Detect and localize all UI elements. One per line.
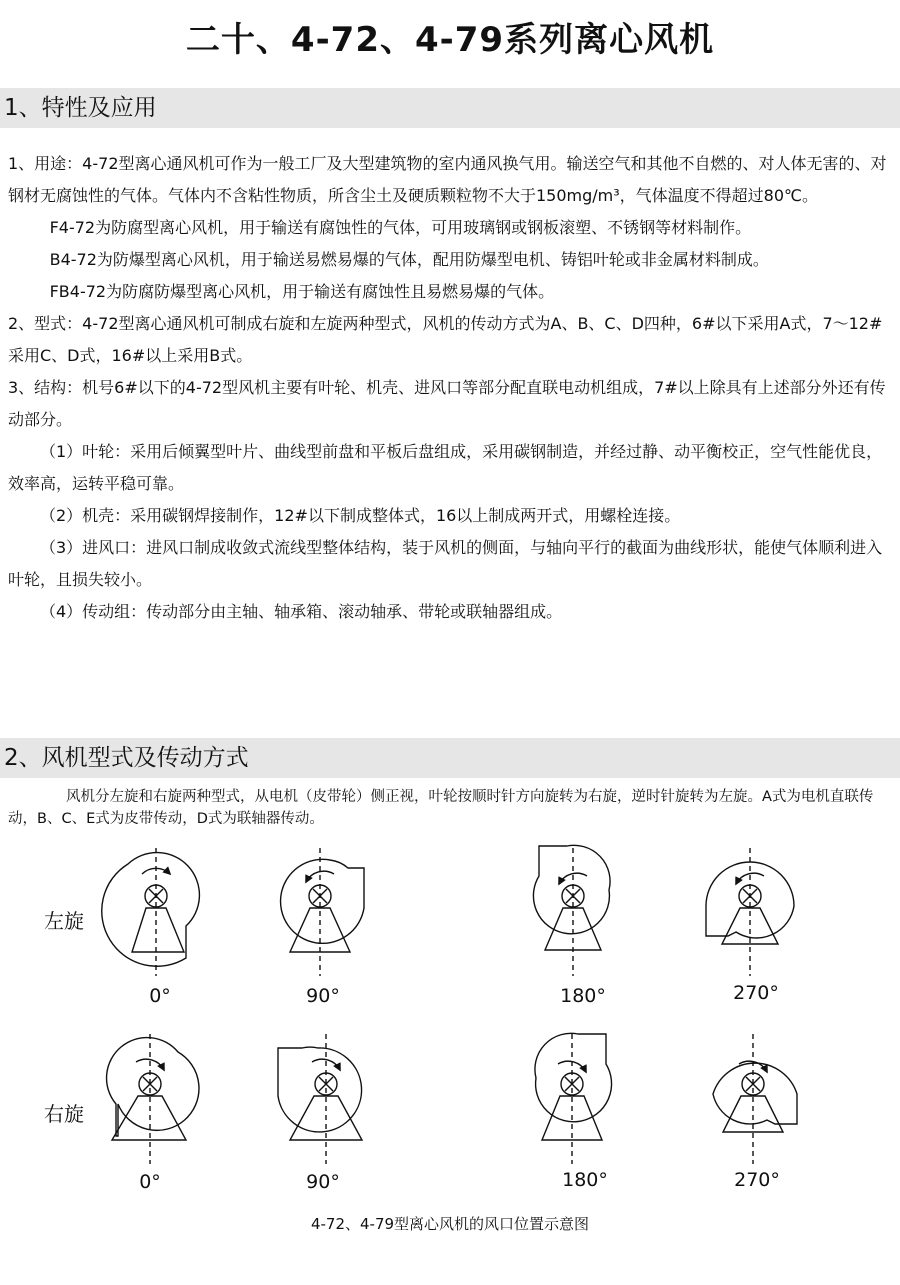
paragraph-type: 2、型式：4-72型离心通风机可制成右旋和左旋两种型式，风机的传动方式为A、B、C、D四种，6#以下采用A式，7～12#采用C、D式，16#以上采用B式。 (8, 314, 883, 365)
angle-label-right-180: 180° (562, 1169, 608, 1191)
fan-right-0 (107, 1034, 199, 1164)
paragraph-usage: 1、用途：4-72型离心通风机可作为一般工厂及大型建筑物的室内通风换气用。输送空气和其他不自燃的、对人体无害的、对钢材无腐蚀性的气体。气体内不含粘性物质，所含尘土及硬质颗粒物不大于150mg/m³，气体温度不得超过80℃。 (8, 154, 887, 205)
paragraph-fb4-72: FB4-72为防腐防爆型离心风机，用于输送有腐蚀性且易燃易爆的气体。 (49, 282, 555, 301)
angle-label-right-90: 90° (306, 1171, 340, 1193)
fan-right-270 (713, 1034, 797, 1164)
angle-label-right-270: 270° (734, 1169, 780, 1191)
angle-label-left-270: 270° (733, 982, 779, 1004)
paragraph-casing: （2）机壳：采用碳钢焊接制作，12#以下制成整体式，16以上制成两开式，用螺栓连接。 (40, 506, 681, 525)
diagram-caption: 4-72、4-79型离心风机的风口位置示意图 (310, 1215, 590, 1233)
fan-left-90 (281, 848, 364, 976)
paragraph-structure: 3、结构：机号6#以下的4-72型风机主要有叶轮、机壳、进风口等部分配直联电动机组成，7#以上除具有上述部分外还有传动部分。 (8, 378, 886, 429)
row-label-left: 左旋 (44, 909, 84, 933)
paragraph-f4-72: F4-72为防腐型离心风机，用于输送有腐蚀性的气体，可用玻璃钢或钢板滚塑、不锈钢等材料制作。 (49, 218, 752, 237)
angle-label-left-0: 0° (149, 985, 171, 1007)
fan-left-180 (533, 845, 610, 976)
paragraph-b4-72: B4-72为防爆型离心风机，用于输送易燃易爆的气体，配用防爆型电机、铸铝叶轮或非金属材料制成。 (49, 250, 769, 269)
section-heading-fan-type: 2、风机型式及传动方式 (0, 738, 900, 778)
fan-right-90 (278, 1034, 362, 1164)
page-title: 二十、4-72、4-79系列离心风机 (185, 20, 715, 60)
angle-label-left-90: 90° (306, 985, 340, 1007)
paragraph-inlet: （3）进风口：进风口制成收敛式流线型整体结构，装于风机的侧面，与轴向平行的截面为曲线形状，能使气体顺利进入叶轮，且损失较小。 (8, 538, 883, 589)
angle-label-left-180: 180° (560, 985, 606, 1007)
fan-left-270 (706, 848, 794, 976)
angle-label-right-0: 0° (139, 1171, 161, 1193)
section-heading-properties: 1、特性及应用 (0, 88, 900, 128)
fan-outlet-position-diagram (0, 836, 900, 1216)
fan-right-180 (535, 1033, 612, 1164)
paragraph-drive: （4）传动组：传动部分由主轴、轴承箱、滚动轴承、带轮或联轴器组成。 (40, 602, 563, 621)
fan-diagram-svg (0, 836, 900, 1216)
paragraph-impeller: （1）叶轮：采用后倾翼型叶片、曲线型前盘和平板后盘组成，采用碳钢制造，并经过静、动平衡校正，空气性能优良，效率高，运转平稳可靠。 (8, 442, 883, 493)
section-body-properties (8, 148, 892, 628)
fan-left-0 (102, 848, 200, 976)
section-intro-fan-type: 风机分左旋和右旋两种型式，从电机（皮带轮）侧正视，叶轮按顺时针方向旋转为右旋，逆时针旋转为左旋。A式为电机直联传动，B、C、E式为皮带传动，D式为联轴器传动。 (8, 789, 874, 827)
row-label-right: 右旋 (44, 1102, 84, 1126)
